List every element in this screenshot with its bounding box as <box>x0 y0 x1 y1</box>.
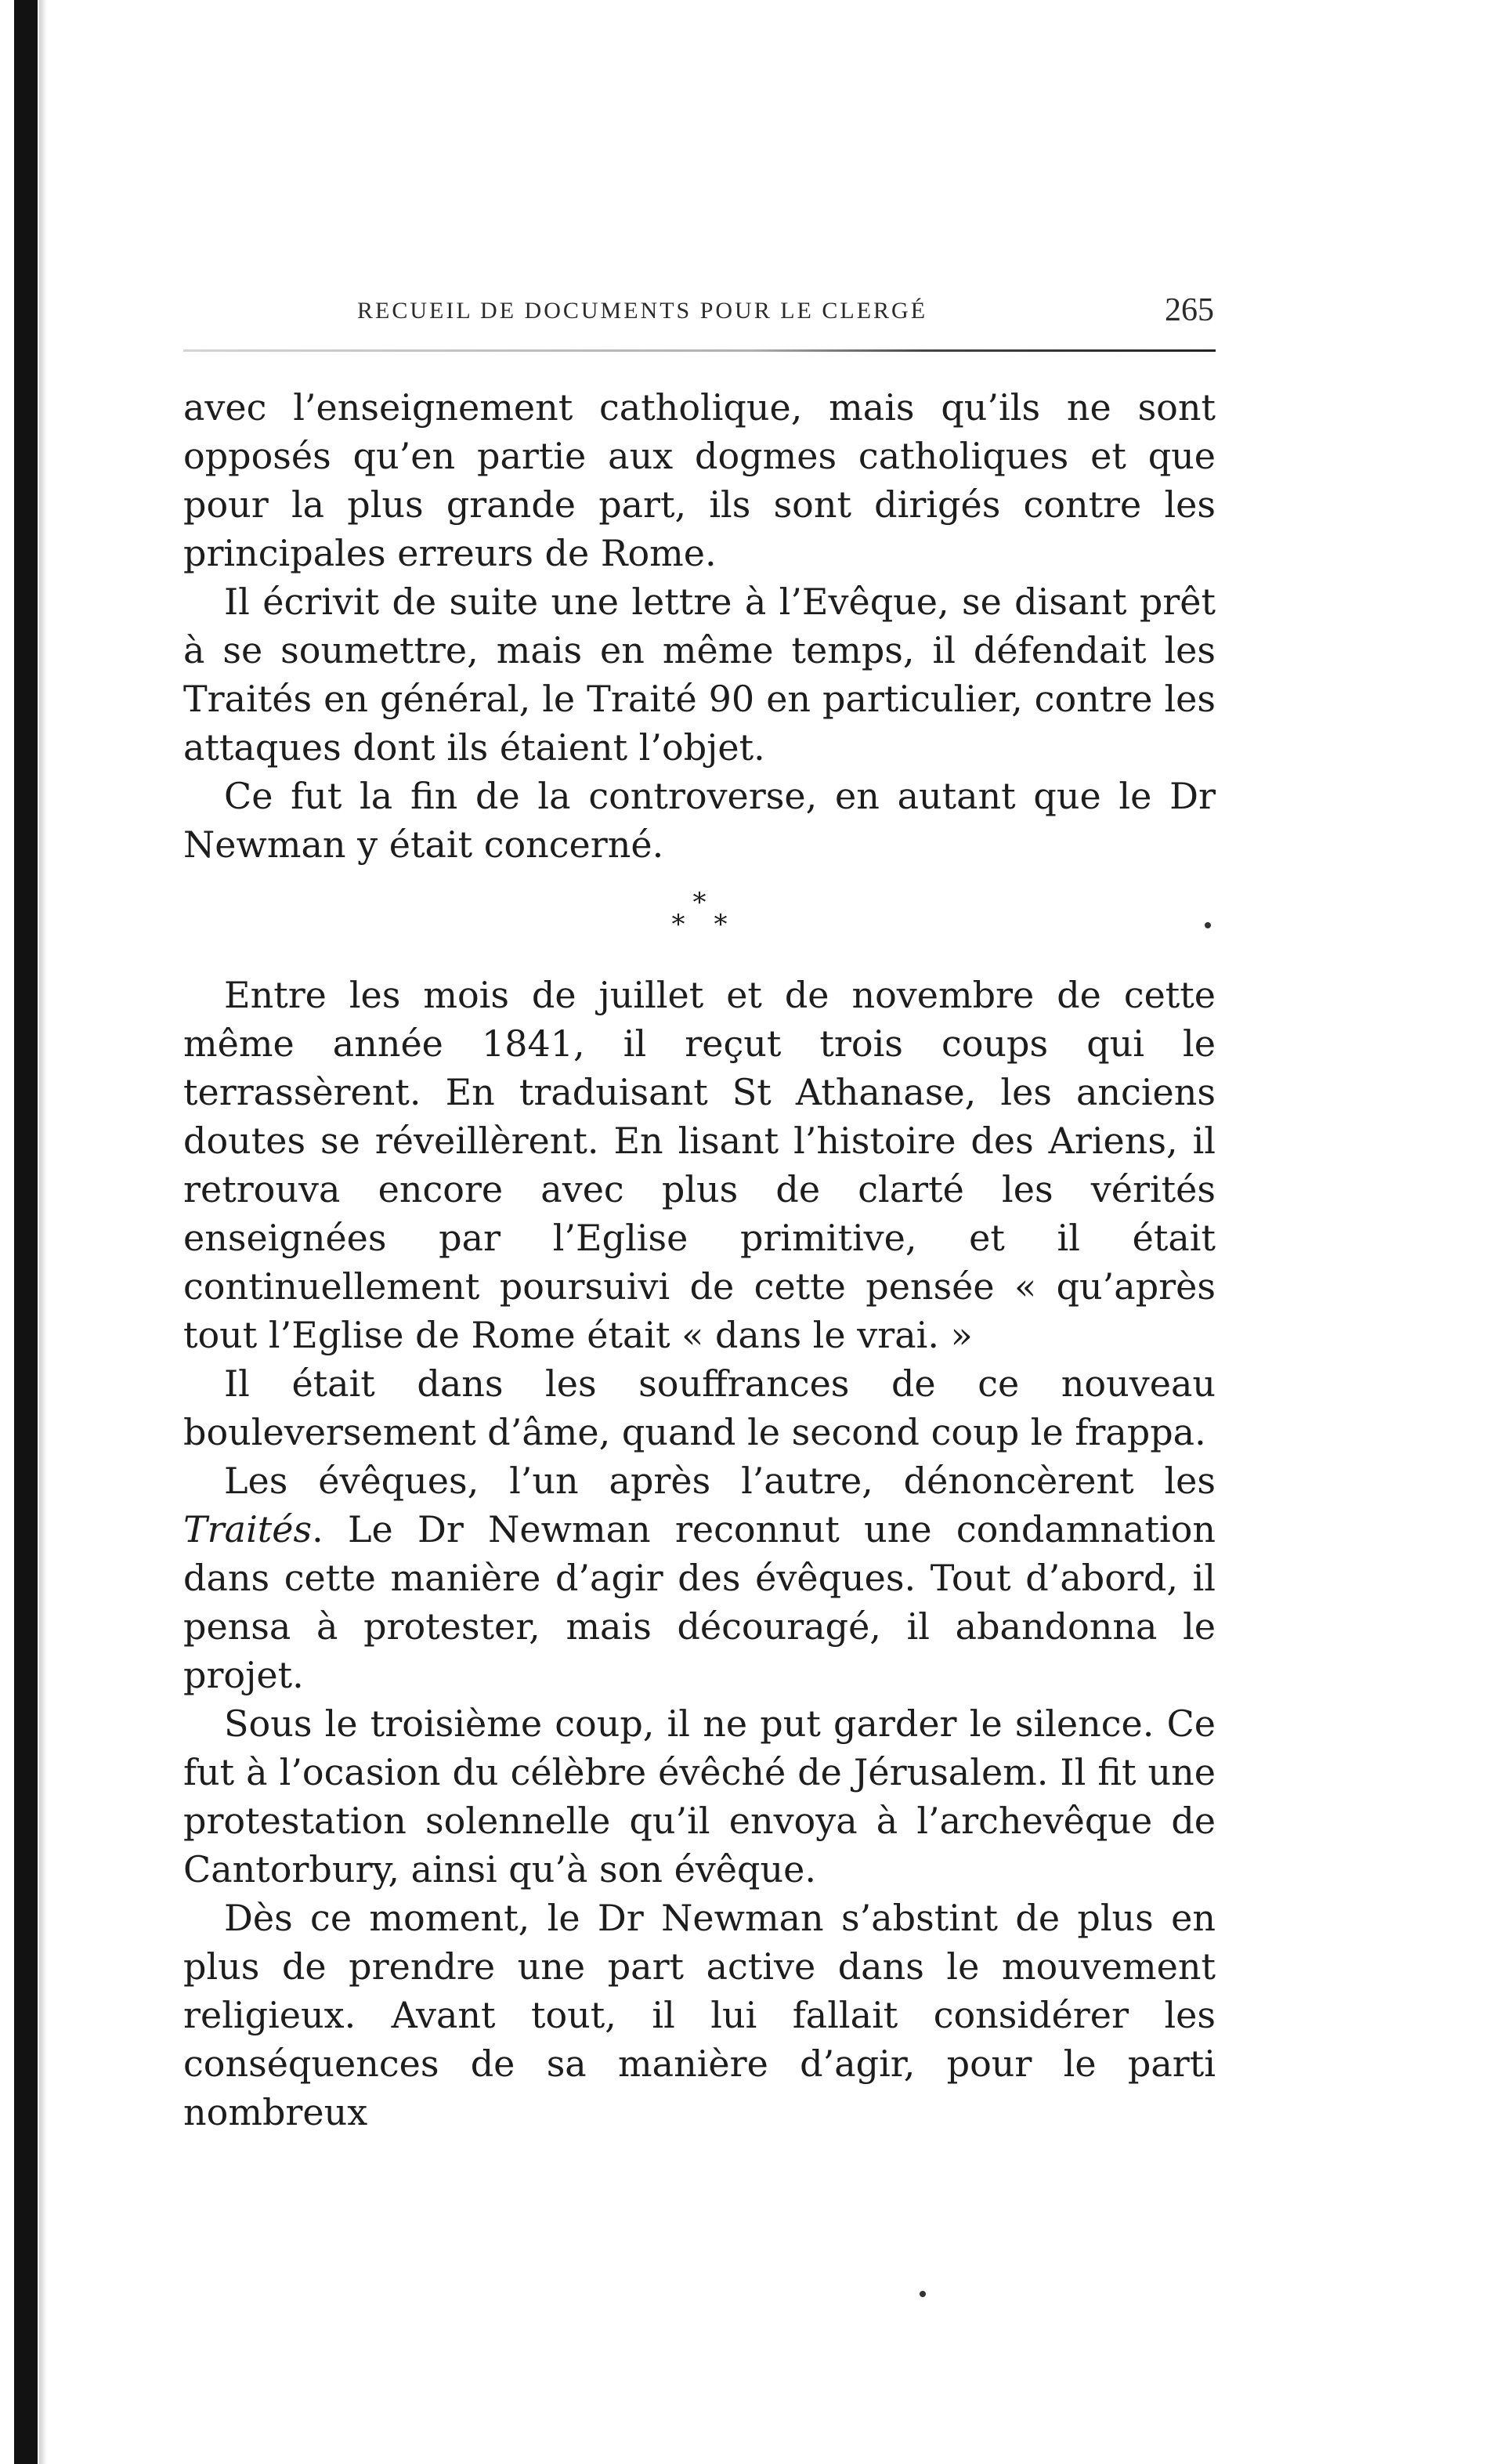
paragraph-3: Ce fut la fin de la controverse, en autant que le Dr Newman y était concerné. <box>183 775 1216 866</box>
svg-text:*: * <box>714 909 728 940</box>
book-binding-edge <box>14 0 38 2464</box>
svg-text:*: * <box>692 888 707 918</box>
paragraph-6-end: . Le Dr Newman reconnut une condamnation dans cette manière d’agir des évêques. Tout d’abord, il pensa à protester, mais découragé, il abandonna le projet. <box>183 1508 1216 1696</box>
svg-text:*: * <box>671 909 685 940</box>
paragraph-1: avec l’enseignement catholique, mais qu’ils ne sont opposés qu’en partie aux dogmes catholiques et que pour la plus grande part, ils sont dirigés contre les principales erreurs de Rome. <box>183 386 1216 574</box>
paragraph-6 <box>183 1456 1216 1699</box>
running-header <box>183 291 1216 338</box>
paragraph-2: Il écrivit de suite une lettre à l’Evêque, se disant prêt à se soumettre, mais en même temps, il défendait les Traités en général, le Traité 90 en particulier, contre les attaques dont ils étaient l’objet. <box>183 581 1216 769</box>
stray-ink-dot <box>1205 922 1211 928</box>
paragraph-4: Entre les mois de juillet et de novembre de cette même année 1841, il reçut trois coups qui le terrassèrent. En traduisant St Athanase, les anciens doutes se réveillèrent. En lisant l’histoire des Ariens, il retrouva encore avec plus de clarté les vérités enseignées par l’Eglise primitive, et il était continuellement poursuivi de cette pensée « qu’après tout l’Eglise de Rome était « dans le vrai. » <box>183 974 1216 1356</box>
book-page <box>183 291 1216 2137</box>
running-title: RECUEIL DE DOCUMENTS POUR LE CLERGÉ <box>357 298 928 324</box>
paragraph-7: Sous le troisième coup, il ne put garder le silence. Ce fut à l’ocasion du célèbre évêché de Jérusalem. Il fit une protestation solennelle qu’il envoya à l’archevêque de Cantorbury, ainsi qu’à son évêque. <box>183 1702 1216 1891</box>
body-text <box>183 383 1216 2137</box>
stray-ink-dot-bottom <box>920 2291 926 2297</box>
section-break <box>183 874 1216 971</box>
paragraph-6-italic: Traités <box>183 1508 313 1550</box>
page-number: 265 <box>1165 292 1214 328</box>
paragraph-5: Il était dans les souffrances de ce nouveau bouleversement d’âme, quand le second coup le frappa. <box>183 1362 1216 1453</box>
paragraph-6-start: Les évêques, l’un après l’autre, dénoncèrent les <box>224 1460 1216 1502</box>
header-rule <box>183 349 1216 352</box>
asterism-ornament <box>656 888 743 943</box>
paragraph-8: Dès ce moment, le Dr Newman s’abstint de plus en plus de prendre une part active dans le mouvement religieux. Avant tout, il lui fallait considérer les conséquences de sa manière d’agir, pour le parti nombreux <box>183 1897 1216 2133</box>
